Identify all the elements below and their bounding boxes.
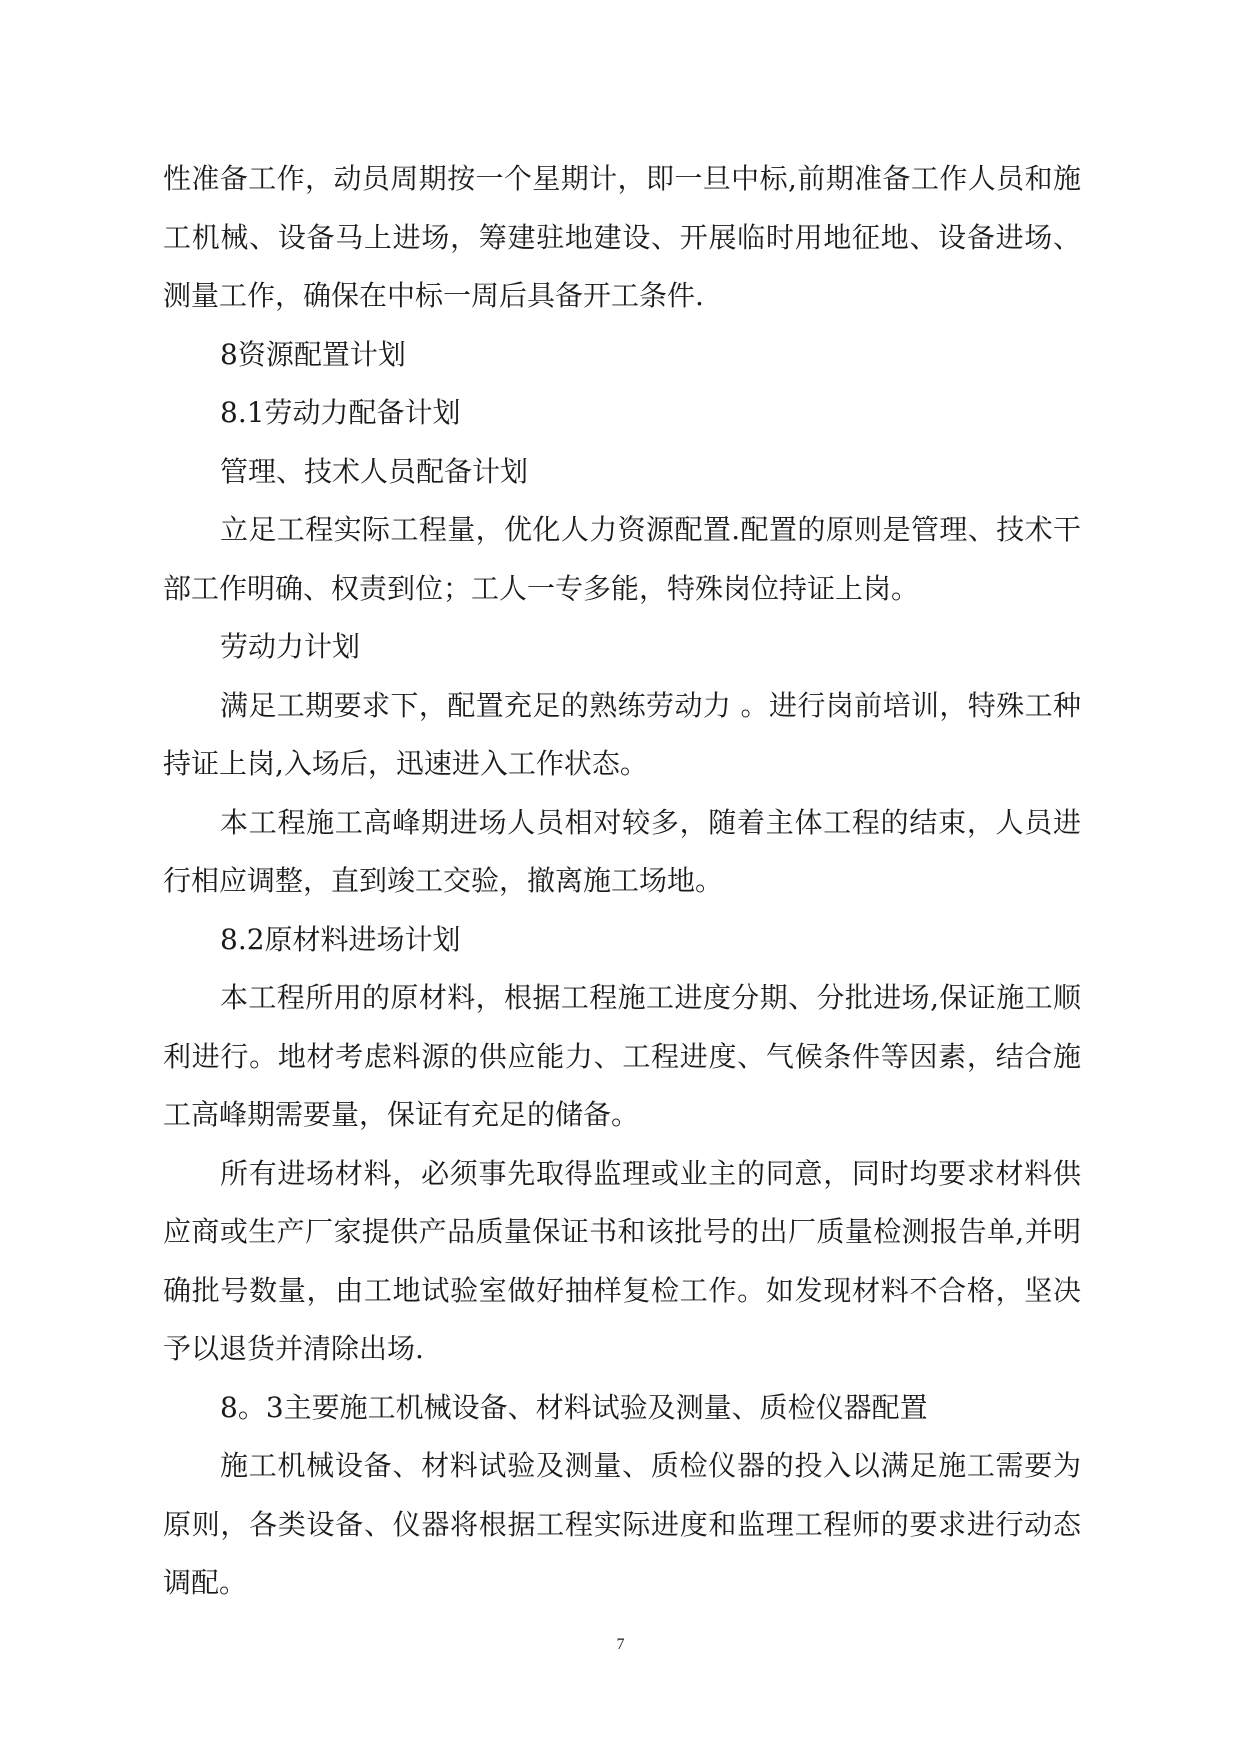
paragraph-material-inspection: 所有进场材料，必须事先取得监理或业主的同意，同时均要求材料供应商或生产厂家提供产品质量保证书和该批号的出厂质量检测报告单,并明确批号数量，由工地试验室做好抽样复检工作。如发现材料不合格，坚决予以退货并清除出场.	[163, 1156, 1081, 1365]
paragraph-raw-materials: 本工程所用的原材料，根据工程施工进度分期、分批进场,保证施工顺利进行。地材考虑料源的供应能力、工程进度、气候条件等因素，结合施工高峰期需要量，保证有充足的储备。	[163, 981, 1081, 1131]
page-number: 7	[616, 1636, 625, 1653]
subsection-heading-8-2: 8.2原材料进场计划	[220, 922, 461, 956]
subheading-labor-plan: 劳动力计划	[220, 630, 361, 663]
subsection-heading-8-3: 8。3主要施工机械设备、材料试验及测量、质检仪器配置	[220, 1390, 928, 1424]
paragraph-continued: 性准备工作，动员周期按一个星期计，即一旦中标,前期准备工作人员和施工机械、设备马上进场，筹建驻地建设、开展临时用地征地、设备进场、测量工作，确保在中标一周后具备开工条件.	[163, 162, 1081, 312]
paragraph-staffing-principle: 立足工程实际工程量，优化人力资源配置.配置的原则是管理、技术干部工作明确、权责到位；工人一专多能，特殊岗位持证上岗。	[163, 513, 1081, 605]
paragraph-peak-staffing: 本工程施工高峰期进场人员相对较多，随着主体工程的结束，人员进行相应调整，直到竣工交验，撤离施工场地。	[163, 805, 1081, 897]
paragraph-labor-training: 满足工期要求下，配置充足的熟练劳动力 。进行岗前培训，特殊工种持证上岗,入场后，迅速进入工作状态。	[163, 688, 1081, 780]
subsection-heading-8-1: 8.1劳动力配备计划	[220, 396, 461, 429]
body-text	[163, 150, 1081, 1613]
paragraph-equipment-allocation: 施工机械设备、材料试验及测量、质检仪器的投入以满足施工需要为原则，各类设备、仪器将根据工程实际进度和监理工程师的要求进行动态调配。	[163, 1449, 1081, 1599]
section-heading-8: 8资源配置计划	[220, 337, 406, 371]
subheading-management-staff: 管理、技术人员配备计划	[220, 454, 529, 488]
